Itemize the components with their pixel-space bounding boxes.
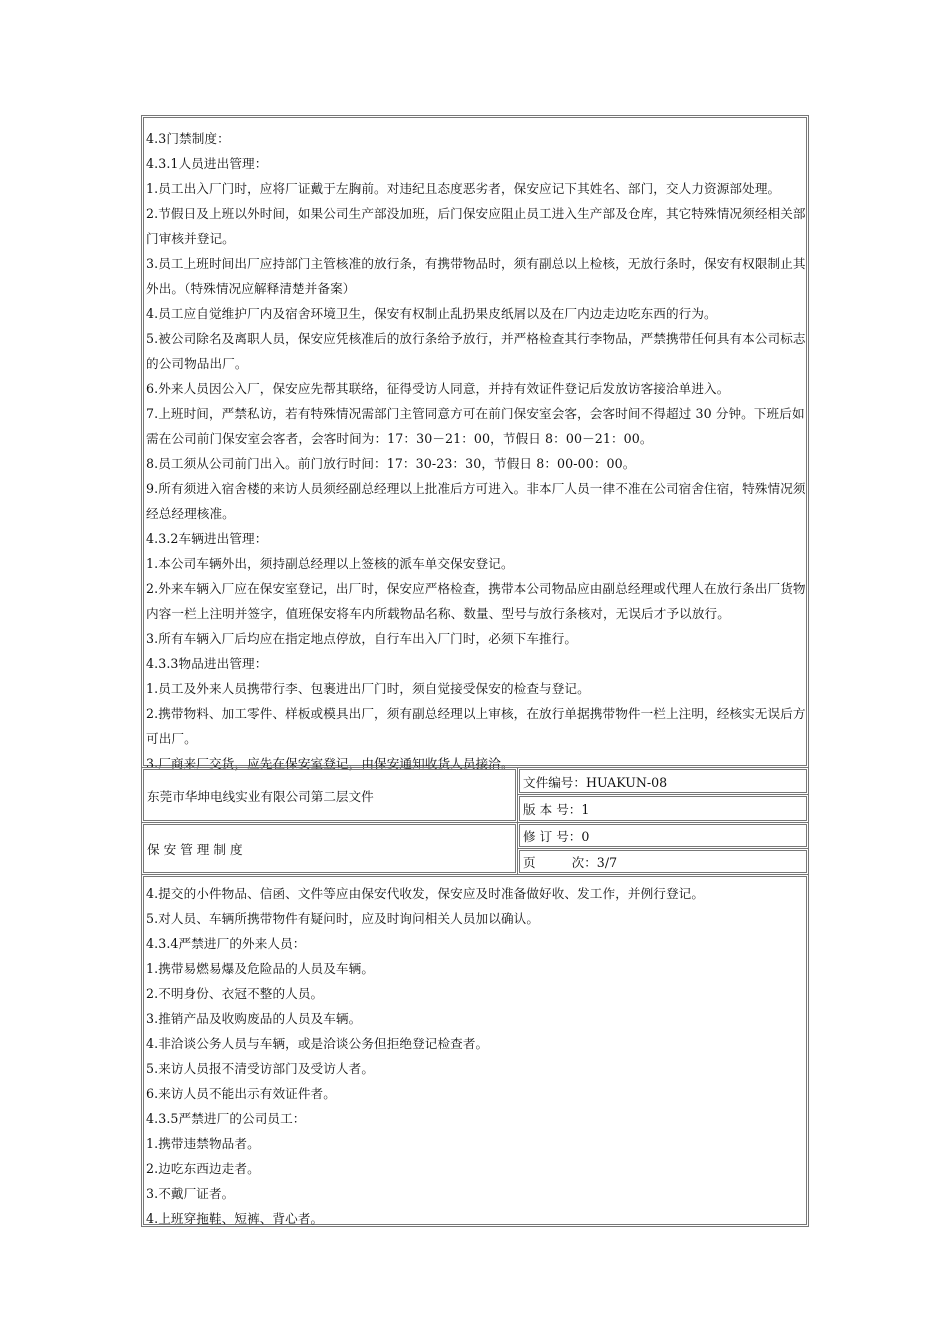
company-name-cell: [141, 767, 518, 823]
text-line: 2.外来车辆入厂应在保安室登记，出厂时，保安应严格检查，携带本公司物品应由副总经理或代理人在放行条出厂货物: [146, 581, 806, 596]
text-line: 外出。（特殊情况应解释清楚并备案）: [146, 281, 356, 296]
text-line: 3.员工上班时间出厂应持部门主管核准的放行条，有携带物品时，须有副总以上检核，无放行条时，保安有权限制止其: [146, 256, 806, 271]
text-line: 可出厂。: [146, 731, 197, 746]
text-line: 4.3.1人员进出管理：: [146, 156, 268, 171]
lower-text-lines: [146, 881, 806, 1231]
upper-text-lines: [146, 126, 806, 776]
text-line: 4.3.5严禁进厂的公司员工：: [146, 1111, 306, 1126]
page-number: 页 次：3/7: [523, 855, 618, 870]
text-line: 4.上班穿拖鞋、短裤、背心者。: [146, 1211, 324, 1226]
text-line: 内容一栏上注明并签字，值班保安将车内所载物品名称、数量、型号与放行条核对，无误后才予以放行。: [146, 606, 730, 621]
revision: 修 订 号：0: [523, 829, 590, 844]
text-line: 5.对人员、车辆所携带物件有疑问时，应及时询问相关人员加以确认。: [146, 911, 540, 926]
text-line: 3.厂商来厂交货，应先在保安室登记，由保安通知收货人员接洽。: [146, 756, 514, 771]
text-line: 6.外来人员因公入厂，保安应先帮其联络，征得受访人同意，并持有效证件登记后发放访客接洽单进入。: [146, 381, 730, 396]
text-line: 1.携带易燃易爆及危险品的人员及车辆。: [146, 961, 375, 976]
text-line: 4.3门禁制度：: [146, 131, 230, 146]
text-line: 3.不戴厂证者。: [146, 1186, 235, 1201]
text-line: 3.所有车辆入厂后均应在指定地点停放，自行车出入厂门时，必须下车推行。: [146, 631, 578, 646]
text-line: 1.本公司车辆外出，须持副总经理以上签核的派车单交保安登记。: [146, 556, 514, 571]
text-line: 5.来访人员报不清受访部门及受访人者。: [146, 1061, 375, 1076]
doc-title-cell: [141, 822, 518, 875]
revision-cell: [517, 822, 809, 849]
text-line: 2.不明身份、衣冠不整的人员。: [146, 986, 324, 1001]
text-line: 的公司物品出厂。: [146, 356, 248, 371]
page-number-cell: [517, 848, 809, 875]
doc-number: 文件编号：HUAKUN-08: [523, 774, 668, 790]
lower-text-block: [141, 874, 809, 1227]
text-line: 4.3.2车辆进出管理：: [146, 531, 268, 546]
text-line: 7.上班时间，严禁私访，若有特殊情况需部门主管同意方可在前门保安室会客，会客时间不得超过 30 分钟。下班后如: [146, 406, 805, 421]
upper-text-block: [141, 115, 809, 771]
text-line: 5.被公司除名及离职人员，保安应凭核准后的放行条给予放行，并严格检查其行李物品，严禁携带任何具有本公司标志: [146, 331, 806, 346]
text-line: 2.节假日及上班以外时间，如果公司生产部没加班，后门保安应阻止员工进入生产部及仓库，其它特殊情况须经相关部: [146, 206, 806, 221]
text-line: 1.员工出入厂门时，应将厂证戴于左胸前。对违纪且态度恶劣者，保安应记下其姓名、部门，交人力资源部处理。: [146, 181, 781, 196]
doc-number-cell: [517, 767, 809, 795]
text-line: 4.提交的小件物品、信函、文件等应由保安代收发，保安应及时准备做好收、发工作，并例行登记。: [146, 886, 705, 901]
text-line: 4.3.3物品进出管理：: [146, 656, 268, 671]
version-cell: [517, 794, 809, 823]
text-line: 需在公司前门保安室会客者，会客时间为：17：30－21：00，节假日 8：00－21：00。: [146, 431, 653, 446]
text-line: 3.推销产品及收购废品的人员及车辆。: [146, 1011, 362, 1026]
doc-title: 保 安 管 理 制 度: [147, 842, 243, 857]
text-line: 2.边吃东西边走者。: [146, 1161, 260, 1176]
text-line: 8.员工须从公司前门出入。前门放行时间：17：30-23：30，节假日 8：00-00：00。: [146, 456, 636, 471]
text-line: 9.所有须进入宿舍楼的来访人员须经副总经理以上批准后方可进入。非本厂人员一律不准在公司宿舍住宿，特殊情况须: [146, 481, 806, 496]
text-line: 门审核并登记。: [146, 231, 235, 246]
text-line: 1.携带违禁物品者。: [146, 1136, 260, 1151]
text-line: 经总经理核准。: [146, 506, 235, 521]
version: 版 本 号：1: [523, 802, 590, 817]
text-line: 4.3.4严禁进厂的外来人员：: [146, 936, 306, 951]
company-name: 东莞市华坤电线实业有限公司第二层文件: [147, 788, 374, 804]
text-line: 2.携带物料、加工零件、样板或模具出厂，须有副总经理以上审核，在放行单据携带物件一栏上注明，经核实无误后方: [146, 706, 806, 721]
text-line: 4.员工应自觉维护厂内及宿舍环境卫生，保安有权制止乱扔果皮纸屑以及在厂内边走边吃东西的行为。: [146, 306, 717, 321]
text-line: 1.员工及外来人员携带行李、包裹进出厂门时，须自觉接受保安的检查与登记。: [146, 681, 590, 696]
text-line: 4.非洽谈公务人员与车辆，或是洽谈公务但拒绝登记检查者。: [146, 1036, 489, 1051]
text-line: 6.来访人员不能出示有效证件者。: [146, 1086, 336, 1101]
